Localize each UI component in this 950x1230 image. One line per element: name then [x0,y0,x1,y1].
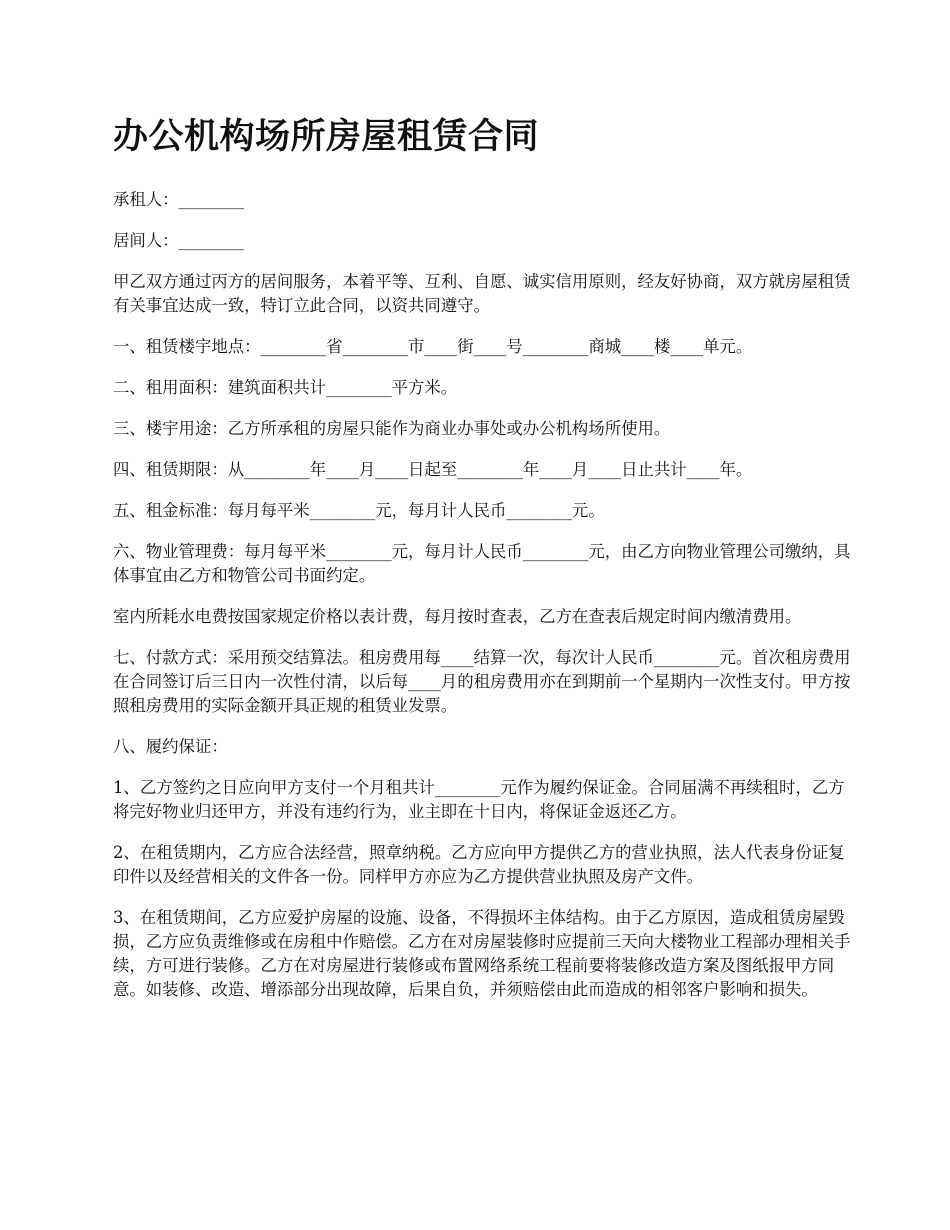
preamble-paragraph: 甲乙双方通过丙方的居间服务，本着平等、互利、自愿、诚实信用原则，经友好协商，双方就房屋租赁有关事宜达成一致，特订立此合同，以资共同遵守。 [113,272,851,315]
clause-payment: 七、付款方式：采用预交结算法。租房费用每____结算一次，每次计人民币________元。首次租房费用在合同签订后三日内一次性付清，以后每____月的租房费用亦在到期前一个星期内一次性支付。甲方按照租房费用的实际金额开具正规的租赁业发票。 [113,648,851,715]
document-title: 办公机构场所房屋租赁合同 [113,116,540,157]
lessee-line: 承租人：________ [113,190,245,209]
clause-area: 二、租用面积：建筑面积共计________平方米。 [113,378,458,397]
utilities-paragraph: 室内所耗水电费按国家规定价格以表计费，每月按时查表，乙方在查表后规定时间内缴清费用。 [113,607,802,626]
clause-term: 四、租赁期限：从________年____月____日起至________年____月____日止共计____年。 [113,460,753,479]
guarantee-item-3: 3、在租赁期间，乙方应爱护房屋的设施、设备，不得损坏主体结构。由于乙方原因，造成租赁房屋毁损，乙方应负责维修或在房租中作赔偿。乙方在对房屋装修时应提前三天向大楼物业工程部办理相关手续，方可进行装修。乙方在对房屋进行装修或布置网络系统工程前要将装修改造方案及图纸报甲方同意。如装修、改造、增添部分出现故障，后果自负，并须赔偿由此而造成的相邻客户影响和损失。 [113,908,851,999]
clause-rent: 五、租金标准：每月每平米________元，每月计人民币________元。 [113,501,605,520]
guarantee-item-1: 1、乙方签约之日应向甲方支付一个月租共计________元作为履约保证金。合同届满不再续租时，乙方将完好物业归还甲方，并没有违约行为，业主即在十日内，将保证金返还乙方。 [113,778,845,821]
clause-usage: 三、楼宇用途：乙方所承租的房屋只能作为商业办事处或办公机构场所使用。 [113,419,671,438]
document-page [113,112,853,1019]
guarantee-item-2: 2、在租赁期内，乙方应合法经营，照章纳税。乙方应向甲方提供乙方的营业执照，法人代表身份证复印件以及经营相关的文件各一份。同样甲方亦应为乙方提供营业执照及房产文件。 [113,843,845,886]
clause-location: 一、租赁楼宇地点：________省________市____街____号________商城____楼____单元。 [113,337,753,356]
intermediary-line: 居间人：________ [113,231,245,250]
clause-management-fee: 六、物业管理费：每月每平米________元，每月计人民币________元，由乙方向物业管理公司缴纳，具体事宜由乙方和物管公司书面约定。 [113,542,851,585]
clause-guarantee-heading: 八、履约保证： [113,737,228,756]
